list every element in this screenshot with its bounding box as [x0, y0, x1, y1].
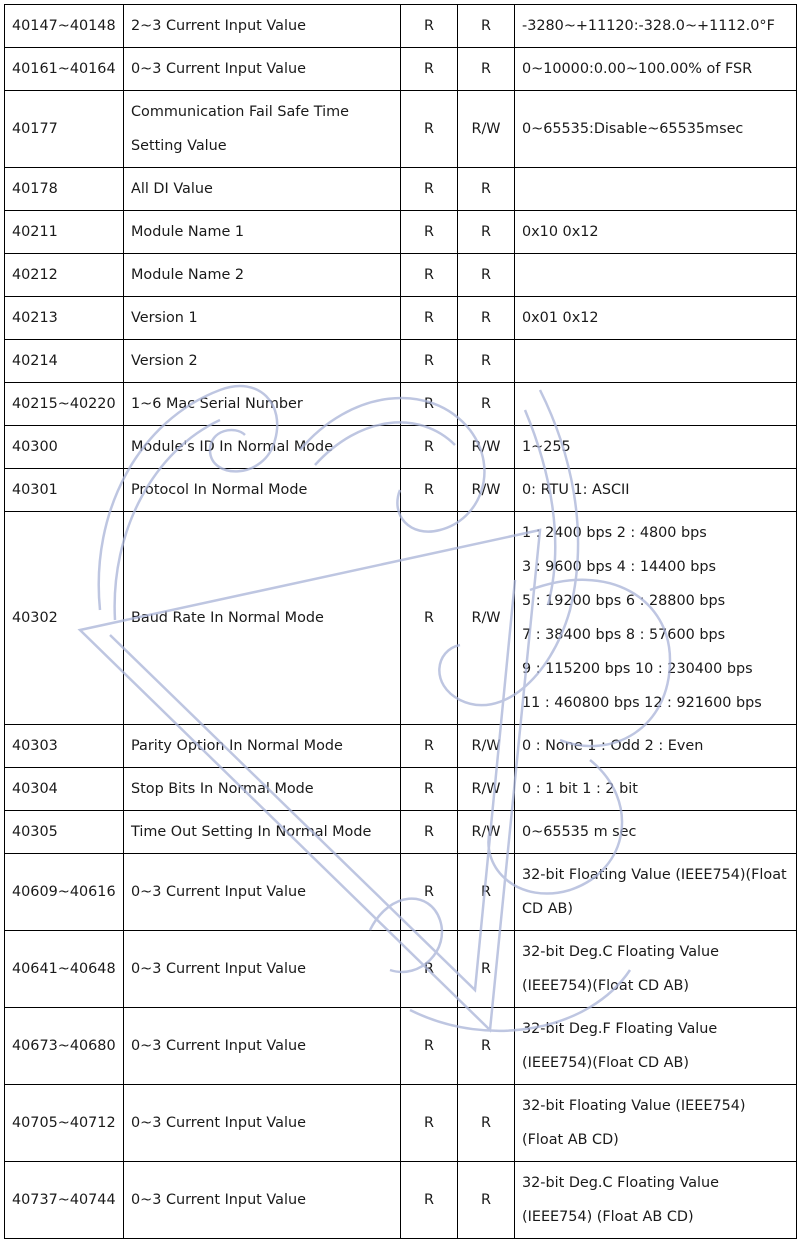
- address-cell: 40303: [5, 725, 124, 768]
- access-cell: R: [401, 1008, 458, 1085]
- range-line: 32-bit Floating Value (IEEE754)(Float CD AB): [522, 867, 787, 917]
- table-row: [5, 811, 797, 854]
- access-cell: R: [458, 48, 515, 91]
- table-row: [5, 383, 797, 426]
- access-cell: R/W: [458, 91, 515, 168]
- range-line: 0 : 1 bit 1 : 2 bit: [522, 781, 638, 797]
- range-cell: [515, 811, 797, 854]
- access-cell: R/W: [458, 512, 515, 725]
- address-cell: 40178: [5, 168, 124, 211]
- range-cell: [515, 168, 797, 211]
- range-line: 32-bit Deg.F Floating Value (IEEE754)(Float CD AB): [522, 1021, 718, 1071]
- table-row: [5, 340, 797, 383]
- range-line: 1~255: [522, 439, 571, 455]
- table-row: [5, 768, 797, 811]
- address-cell: 40213: [5, 297, 124, 340]
- range-cell: [515, 931, 797, 1008]
- range-line: 9 : 115200 bps 10 : 230400 bps: [522, 661, 753, 677]
- access-cell: R/W: [458, 768, 515, 811]
- description-cell: 0~3 Current Input Value: [124, 854, 401, 931]
- description-cell: Module Name 2: [124, 254, 401, 297]
- table-row: [5, 5, 797, 48]
- description-cell: Parity Option In Normal Mode: [124, 725, 401, 768]
- access-cell: R: [401, 811, 458, 854]
- access-cell: R: [401, 168, 458, 211]
- access-cell: R: [401, 48, 458, 91]
- table-row: [5, 426, 797, 469]
- address-cell: 40177: [5, 91, 124, 168]
- table-row: [5, 469, 797, 512]
- access-cell: R: [458, 383, 515, 426]
- address-cell: 40212: [5, 254, 124, 297]
- access-cell: R: [458, 297, 515, 340]
- description-cell: Version 1: [124, 297, 401, 340]
- access-cell: R: [401, 725, 458, 768]
- table-row: [5, 254, 797, 297]
- address-cell: 40705~40712: [5, 1085, 124, 1162]
- range-cell: [515, 1008, 797, 1085]
- access-cell: R: [458, 1008, 515, 1085]
- range-cell: [515, 1162, 797, 1239]
- description-cell: Protocol In Normal Mode: [124, 469, 401, 512]
- access-cell: R: [401, 768, 458, 811]
- address-cell: 40302: [5, 512, 124, 725]
- range-line: 32-bit Deg.C Floating Value (IEEE754) (Float AB CD): [522, 1175, 720, 1225]
- range-line: 0~10000:0.00~100.00% of FSR: [522, 61, 753, 77]
- range-cell: [515, 854, 797, 931]
- description-cell: 0~3 Current Input Value: [124, 1085, 401, 1162]
- range-line: 5 : 19200 bps 6 : 28800 bps: [522, 593, 726, 609]
- access-cell: R: [401, 340, 458, 383]
- table-row: [5, 297, 797, 340]
- access-cell: R: [401, 512, 458, 725]
- address-cell: 40161~40164: [5, 48, 124, 91]
- description-cell: 0~3 Current Input Value: [124, 931, 401, 1008]
- description-cell: Communication Fail Safe Time Setting Value: [124, 91, 401, 168]
- range-cell: [515, 426, 797, 469]
- access-cell: R: [401, 5, 458, 48]
- description-cell: Module Name 1: [124, 211, 401, 254]
- description-cell: Stop Bits In Normal Mode: [124, 768, 401, 811]
- address-cell: 40301: [5, 469, 124, 512]
- access-cell: R: [401, 1085, 458, 1162]
- access-cell: R: [458, 168, 515, 211]
- address-cell: 40215~40220: [5, 383, 124, 426]
- access-cell: R: [401, 931, 458, 1008]
- access-cell: R: [458, 340, 515, 383]
- range-cell: [515, 5, 797, 48]
- address-cell: 40641~40648: [5, 931, 124, 1008]
- description-cell: Version 2: [124, 340, 401, 383]
- access-cell: R: [458, 211, 515, 254]
- address-cell: 40304: [5, 768, 124, 811]
- access-cell: R: [401, 383, 458, 426]
- access-cell: R: [401, 854, 458, 931]
- table-row: [5, 931, 797, 1008]
- description-cell: 0~3 Current Input Value: [124, 1162, 401, 1239]
- address-cell: 40673~40680: [5, 1008, 124, 1085]
- range-line: 0 : None 1 : Odd 2 : Even: [522, 738, 704, 754]
- access-cell: R: [458, 254, 515, 297]
- table-row: [5, 1085, 797, 1162]
- access-cell: R: [401, 1162, 458, 1239]
- access-cell: R: [401, 211, 458, 254]
- range-cell: [515, 768, 797, 811]
- table-row: [5, 1162, 797, 1239]
- description-cell: Baud Rate In Normal Mode: [124, 512, 401, 725]
- address-cell: 40214: [5, 340, 124, 383]
- description-cell: 1~6 Mac Serial Number: [124, 383, 401, 426]
- address-cell: 40609~40616: [5, 854, 124, 931]
- access-cell: R: [401, 426, 458, 469]
- table-row: [5, 512, 797, 725]
- access-cell: R: [458, 854, 515, 931]
- range-cell: [515, 254, 797, 297]
- description-cell: All DI Value: [124, 168, 401, 211]
- range-line: 32-bit Deg.C Floating Value (IEEE754)(Float CD AB): [522, 944, 720, 994]
- range-cell: [515, 383, 797, 426]
- range-cell: [515, 1085, 797, 1162]
- range-line: 32-bit Floating Value (IEEE754) (Float AB CD): [522, 1098, 746, 1148]
- address-cell: 40211: [5, 211, 124, 254]
- table-row: [5, 854, 797, 931]
- address-cell: 40737~40744: [5, 1162, 124, 1239]
- range-cell: [515, 91, 797, 168]
- access-cell: R: [401, 297, 458, 340]
- range-line: 0x10 0x12: [522, 224, 599, 240]
- access-cell: R: [458, 5, 515, 48]
- description-cell: Module's ID In Normal Mode: [124, 426, 401, 469]
- range-cell: [515, 512, 797, 725]
- range-cell: [515, 725, 797, 768]
- access-cell: R/W: [458, 725, 515, 768]
- range-cell: [515, 469, 797, 512]
- address-cell: 40300: [5, 426, 124, 469]
- range-line: -3280~+11120:-328.0~+1112.0°F: [522, 18, 775, 34]
- range-line: 0x01 0x12: [522, 310, 599, 326]
- access-cell: R: [401, 91, 458, 168]
- access-cell: R/W: [458, 811, 515, 854]
- table-row: [5, 91, 797, 168]
- range-cell: [515, 211, 797, 254]
- register-table: [4, 4, 797, 1239]
- access-cell: R: [401, 469, 458, 512]
- table-row: [5, 168, 797, 211]
- range-line: 0: RTU 1: ASCII: [522, 482, 630, 498]
- table-row: [5, 211, 797, 254]
- access-cell: R: [458, 931, 515, 1008]
- access-cell: R: [401, 254, 458, 297]
- range-line: 1 : 2400 bps 2 : 4800 bps: [522, 525, 707, 541]
- address-cell: 40147~40148: [5, 5, 124, 48]
- range-line: 3 : 9600 bps 4 : 14400 bps: [522, 559, 716, 575]
- range-cell: [515, 48, 797, 91]
- description-cell: Time Out Setting In Normal Mode: [124, 811, 401, 854]
- table-row: [5, 48, 797, 91]
- table-row: [5, 1008, 797, 1085]
- register-table-body: [5, 5, 797, 1239]
- description-cell: 2~3 Current Input Value: [124, 5, 401, 48]
- table-row: [5, 725, 797, 768]
- range-cell: [515, 340, 797, 383]
- range-line: 0~65535 m sec: [522, 824, 637, 840]
- range-line: 7 : 38400 bps 8 : 57600 bps: [522, 627, 726, 643]
- access-cell: R: [458, 1085, 515, 1162]
- access-cell: R/W: [458, 426, 515, 469]
- access-cell: R/W: [458, 469, 515, 512]
- range-line: 0~65535:Disable~65535msec: [522, 121, 744, 137]
- description-cell: 0~3 Current Input Value: [124, 1008, 401, 1085]
- range-line: 11 : 460800 bps 12 : 921600 bps: [522, 695, 762, 711]
- description-cell: 0~3 Current Input Value: [124, 48, 401, 91]
- address-cell: 40305: [5, 811, 124, 854]
- access-cell: R: [458, 1162, 515, 1239]
- range-cell: [515, 297, 797, 340]
